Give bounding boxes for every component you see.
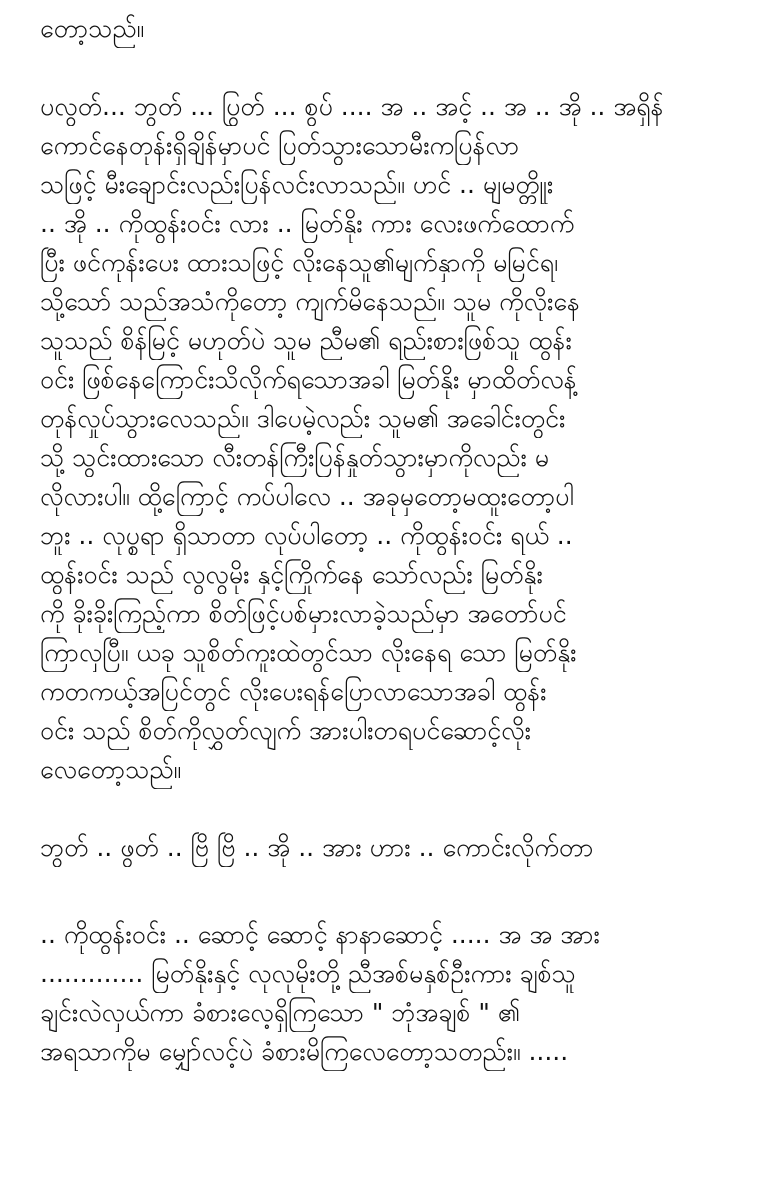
text-line: ထွန်းဝင်း သည် လွလွမိုး နှင့်ကြိုက်နေ သော်လည်း မြတ်နိုး xyxy=(40,560,543,589)
text-line: ဝင်း သည် စိတ်ကိုလွှတ်လျက် အားပါးတရပင်ဆောင့်လိုး xyxy=(40,716,531,745)
text-line: သို့ သွင်းထားသော လီးတန်ကြီးပြန်နှုတ်သွားမှာကိုလည်း မ xyxy=(40,443,550,472)
text-line: ကတကယ့်အပြင်တွင် လိုးပေးရန်ပြောလာသောအခါ ထွန်း xyxy=(40,677,547,706)
text-line: ကြာလှပြီ။ ယခု သူစိတ်ကူးထဲတွင်သာ လိုးနေရ သော မြတ်နိုး xyxy=(40,638,577,667)
text-line: ကောင်နေတုန်းရှိချိန်မှာပင် ပြတ်သွားသောမီးကပြန်လာ xyxy=(40,131,520,160)
text-line: တော့သည်။ xyxy=(40,14,145,43)
text-line: တုန်လှုပ်သွားလေသည်။ ဒါပေမဲ့လည်း သူမ၏ အခေါင်းတွင်း xyxy=(40,404,566,433)
text-line: ကို ခိုးခိုးကြည့်ကာ စိတ်ဖြင့်ပစ်မှားလာခဲ့သည်မှာ အတော်ပင် xyxy=(40,599,567,628)
text-line: သဖြင့် မီးချောင်းလည်းပြန်လင်းလာသည်။ ဟင် .. မျမတ္တိုုး xyxy=(40,170,554,199)
paragraph-spacer xyxy=(40,790,760,828)
text-line: သို့သော် သည်အသံကိုတော့ ကျက်မိနေသည်။ သူမ ကိုလိုးနေ xyxy=(40,287,580,316)
text-line: လေတော့သည်။ xyxy=(40,755,182,784)
text-line: လိုလားပါ။ ထို့ကြောင့် ကပ်ပါလေ .. အခုမှတော့မထူးတော့ပါ xyxy=(40,482,574,511)
text-line: ဝင်း ဖြစ်နေကြောင်းသိလိုက်ရသောအခါ မြတ်နိုး မှာထိတ်လန့် xyxy=(40,365,577,394)
text-line: ဘူး .. လုပ္စရာ ရှိသာတာ လုပ်ပါတော့ .. ကိုထွန်းဝင်း ရယ် .. xyxy=(40,521,573,550)
text-line: ပြီး ဖင်ကုန်းပေး ထားသဖြင့် လိုးနေသူ၏မျက်နှာကို မမြင်ရ၊ xyxy=(40,248,559,277)
cropped-previous-line xyxy=(40,0,740,6)
text-line: ချင်းလဲလှယ်ကာ ခံစားလေ့ရှိကြသော " ဘုံအချစ် " ၏ xyxy=(40,998,521,1027)
text-line: .. အို .. ကိုထွန်းဝင်း လား .. မြတ်နိုး ကား လေးဖက်ထောက် xyxy=(40,209,575,238)
paragraph-spacer xyxy=(40,52,760,90)
text-line: ဘွတ် .. ဖွတ် .. ဗြိ ဗြိ .. အို .. အား ဟား .. ကောင်းလိုက်တာ xyxy=(40,833,594,862)
text-line: ............. မြတ်နိုးနှင့် လုလုမိုးတို့ ညီအစ်မနှစ်ဦးကား ချစ်သူ xyxy=(40,959,576,988)
text-line: ပလွတ်... ဘွတ် ... ပြွတ် ... စွပ် .... အ .. အင့် .. အ .. အို .. အရှိန် xyxy=(40,92,664,121)
text-line: သူသည် စိန်မြင့် မဟုတ်ပဲ သူမ ညီမ၏ ရည်းစားဖြစ်သူ ထွန်း xyxy=(40,326,572,355)
text-line: .. ကိုထွန်းဝင်း .. ဆောင့် ဆောင့် နာနာဆောင့် ..... အ အ အား xyxy=(40,920,600,949)
text-line: အရသာကိုမ မျှော်လင့်ပဲ ခံစားမိကြလေတော့သတည်း။ ..... xyxy=(40,1037,569,1066)
